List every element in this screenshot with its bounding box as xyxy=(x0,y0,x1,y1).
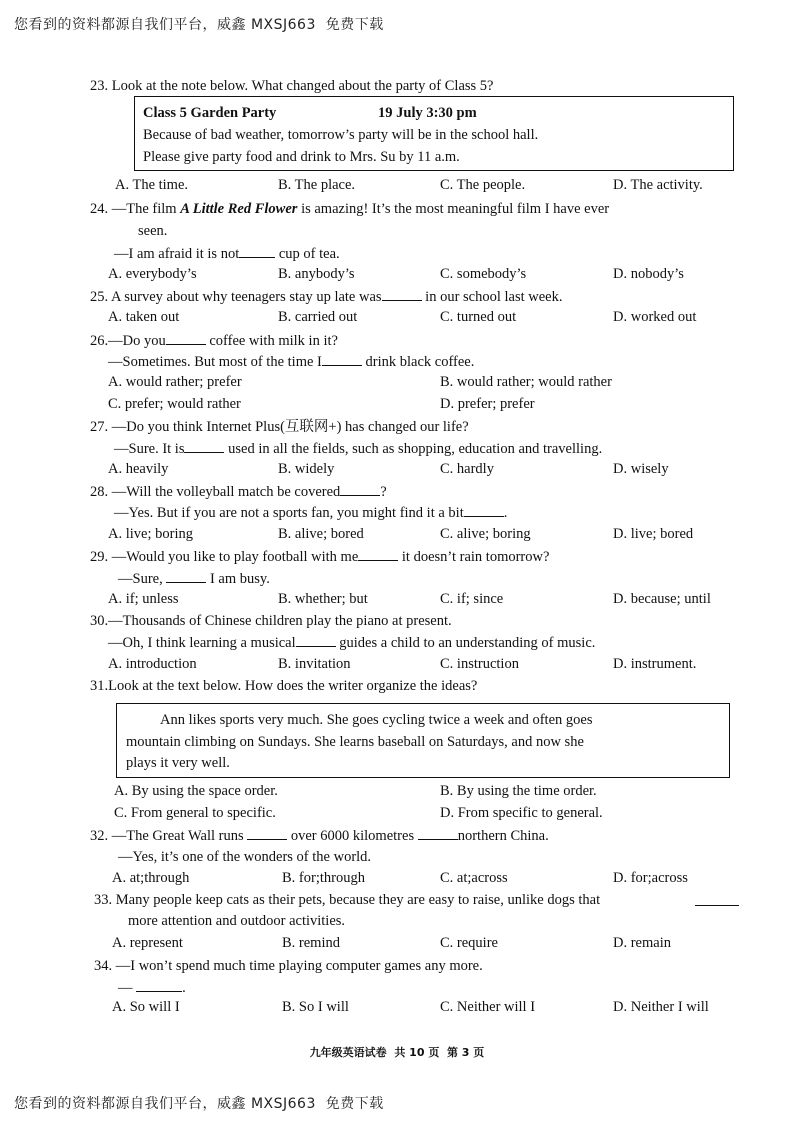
q28-reply: —Yes. But if you are not a sports fan, you might find it a bit . xyxy=(114,505,508,521)
q29-option-c: C. if; since xyxy=(440,591,504,607)
q31-text-line1: Ann likes sports very much. She goes cycling twice a week and often goes xyxy=(160,712,593,728)
q27-option-a: A. heavily xyxy=(108,461,169,477)
q25-option-d: D. worked out xyxy=(613,309,697,325)
q23-option-a: A. The time. xyxy=(115,177,189,193)
q25-blank xyxy=(382,287,422,301)
q24-stem: 24. —The film A Little Red Flower is amazing! It’s the most meaningful film I have ever xyxy=(90,201,610,217)
q29-blank-1 xyxy=(358,547,398,561)
q24-option-c: C. somebody’s xyxy=(440,266,527,282)
q25-stem: 25. A survey about why teenagers stay up late was in our school last week. xyxy=(90,289,563,305)
q23-option-d: D. The activity. xyxy=(613,177,703,193)
q30-option-d: D. instrument. xyxy=(613,656,697,672)
q28-blank-1 xyxy=(340,482,380,496)
q23-note-title: Class 5 Garden Party xyxy=(143,105,277,121)
q26-stem: 26.—Do you coffee with milk in it? xyxy=(90,333,338,349)
q28-option-d: D. live; bored xyxy=(613,526,694,542)
q28-stem: 28. —Will the volleyball match be covered ? xyxy=(90,484,387,500)
q31-option-c: C. From general to specific. xyxy=(114,805,276,821)
q34-option-a: A. So will I xyxy=(112,999,180,1015)
q24-reply: —I am afraid it is not cup of tea. xyxy=(114,246,340,262)
q31-option-a: A. By using the space order. xyxy=(114,783,278,799)
q29-stem: 29. —Would you like to play football with me it doesn’t rain tomorrow? xyxy=(90,549,550,565)
q34-option-b: B. So I will xyxy=(282,999,349,1015)
q30-stem: 30.—Thousands of Chinese children play the piano at present. xyxy=(90,613,452,629)
q23-note-line1: Because of bad weather, tomorrow’s party will be in the school hall. xyxy=(143,127,539,143)
q28-option-a: A. live; boring xyxy=(108,526,193,542)
q25-option-c: C. turned out xyxy=(440,309,517,325)
q26-blank-1 xyxy=(166,331,206,345)
q25-option-a: A. taken out xyxy=(108,309,180,325)
q27-reply: —Sure. It is used in all the fields, such as shopping, education and travelling. xyxy=(114,441,603,457)
q29-reply: —Sure, I am busy. xyxy=(118,571,270,587)
q32-blank-2 xyxy=(418,826,458,840)
q32-option-d: D. for;across xyxy=(613,870,688,886)
q34-stem: 34. —I won’t spend much time playing computer games any more. xyxy=(94,958,483,974)
q27-option-d: D. wisely xyxy=(613,461,669,477)
q29-option-b: B. whether; but xyxy=(278,591,368,607)
q33-option-d: D. remain xyxy=(613,935,671,951)
q29-option-d: D. because; until xyxy=(613,591,711,607)
q24-blank xyxy=(239,244,275,258)
q25-option-b: B. carried out xyxy=(278,309,358,325)
q33-option-b: B. remind xyxy=(282,935,340,951)
q26-blank-2 xyxy=(322,352,362,366)
q33-option-a: A. represent xyxy=(112,935,183,951)
q24-option-d: D. nobody’s xyxy=(613,266,684,282)
q32-reply: —Yes, it’s one of the wonders of the world. xyxy=(118,849,372,865)
q23-note-time: 19 July 3:30 pm xyxy=(378,105,477,121)
q28-blank-2 xyxy=(464,503,504,517)
watermark-top: 您看到的资料都源自我们平台，威鑫 MXSJ663 免费下载 xyxy=(14,17,384,33)
q28-option-c: C. alive; boring xyxy=(440,526,531,542)
q34-option-c: C. Neither will I xyxy=(440,999,536,1015)
q26-option-d: D. prefer; prefer xyxy=(440,396,535,412)
q30-option-b: B. invitation xyxy=(278,656,351,672)
q27-option-c: C. hardly xyxy=(440,461,494,477)
q24-stem-cont: seen. xyxy=(138,223,168,239)
q32-option-b: B. for;through xyxy=(282,870,365,886)
q27-blank xyxy=(184,439,224,453)
q27-stem: 27. —Do you think Internet Plus(互联网+) has changed our life? xyxy=(90,419,469,435)
q34-reply: — . xyxy=(118,980,186,996)
q32-stem: 32. —The Great Wall runs over 6000 kilometres northern China. xyxy=(90,828,549,844)
q32-option-c: C. at;across xyxy=(440,870,508,886)
q28-option-b: B. alive; bored xyxy=(278,526,364,542)
q23-option-b: B. The place. xyxy=(278,177,356,193)
q30-option-c: C. instruction xyxy=(440,656,519,672)
q26-option-c: C. prefer; would rather xyxy=(108,396,241,412)
q24-film-title: A Little Red Flower xyxy=(180,201,298,217)
q29-option-a: A. if; unless xyxy=(108,591,179,607)
q30-blank xyxy=(296,633,336,647)
q26-option-b: B. would rather; would rather xyxy=(440,374,612,390)
q33-stem: 33. Many people keep cats as their pets, because they are easy to raise, unlike dogs that xyxy=(94,892,601,908)
q33-stem-cont: more attention and outdoor activities. xyxy=(128,913,346,929)
page-footer: 九年级英语试卷 共 10 页 第 3 页 xyxy=(309,1046,485,1059)
q23-stem: 23. Look at the note below. What changed about the party of Class 5? xyxy=(90,78,494,94)
q26-reply: —Sometimes. But most of the time I drink black coffee. xyxy=(108,354,475,370)
q24-option-a: A. everybody’s xyxy=(108,266,197,282)
q23-option-c: C. The people. xyxy=(440,177,526,193)
q31-text-line3: plays it very well. xyxy=(126,755,230,771)
q31-option-d: D. From specific to general. xyxy=(440,805,603,821)
q32-option-a: A. at;through xyxy=(112,870,190,886)
q27-option-b: B. widely xyxy=(278,461,335,477)
q23-note-line2: Please give party food and drink to Mrs. Su by 11 a.m. xyxy=(143,149,460,165)
q30-option-a: A. introduction xyxy=(108,656,197,672)
watermark-bottom: 您看到的资料都源自我们平台，威鑫 MXSJ663 免费下载 xyxy=(14,1096,384,1112)
q29-blank-2 xyxy=(166,569,206,583)
q26-option-a: A. would rather; prefer xyxy=(108,374,242,390)
q33-option-c: C. require xyxy=(440,935,498,951)
q31-text-line2: mountain climbing on Sundays. She learns baseball on Saturdays, and now she xyxy=(126,734,584,750)
q34-blank xyxy=(136,978,182,992)
q31-option-b: B. By using the time order. xyxy=(440,783,597,799)
q33-blank xyxy=(695,892,739,906)
q31-stem: 31.Look at the text below. How does the writer organize the ideas? xyxy=(90,678,478,694)
q32-blank-1 xyxy=(247,826,287,840)
q30-reply: —Oh, I think learning a musical guides a child to an understanding of music. xyxy=(108,635,596,651)
q24-option-b: B. anybody’s xyxy=(278,266,355,282)
q34-option-d: D. Neither I will xyxy=(613,999,709,1015)
